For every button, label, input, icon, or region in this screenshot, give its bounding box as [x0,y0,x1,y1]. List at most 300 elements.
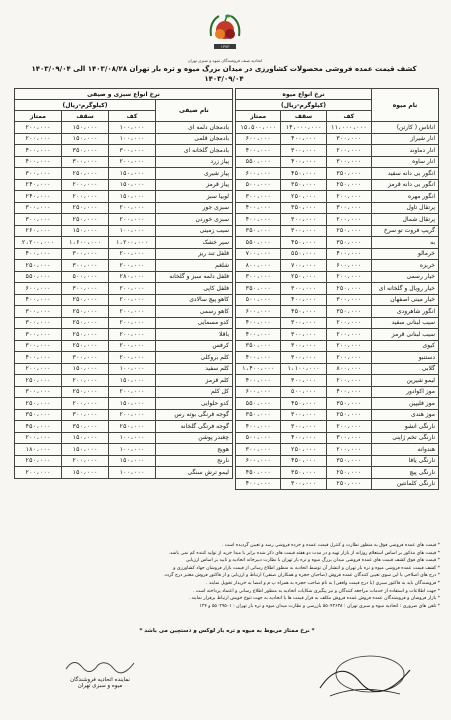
min-price: ۲۰۰،۰۰۰ [326,271,371,283]
item-name: بادمجان گلخانه ای [156,145,233,157]
fruit-row [236,409,439,421]
item-name: فلفل کاپی [156,283,233,295]
min-price: ۱۰۰،۰۰۰ [109,225,156,237]
min-price: ۳۵۰،۰۰۰ [326,306,371,318]
min-price: ۱۰۰،۰۰۰ [109,444,156,456]
best-price: ۶۰۰،۰۰۰ [236,168,281,180]
logo-caption: اتحادیه صنف فروشندگان میوه و سبزی تهران [187,58,263,63]
veg-row [15,467,233,479]
fruit-row [236,363,439,375]
item-name: کاهو پیچ سالادی [156,294,233,306]
veg-row [15,363,233,375]
min-price: ۲۰۰،۰۰۰ [326,214,371,226]
fruit-row [236,145,439,157]
item-name: خیار رسمی [372,271,439,283]
veg-row [15,271,233,283]
min-price: ۳۵۰،۰۰۰ [326,168,371,180]
fruit-row [236,317,439,329]
best-price: ۵۰۰،۰۰۰ [236,294,281,306]
veg-row [15,145,233,157]
max-price: ۳۰۰،۰۰۰ [62,352,109,364]
min-price: ۱۵۰،۰۰۰ [109,455,156,467]
best-price: ۱۵،۵۰۰،۰۰۰ [236,122,281,134]
max-price: ۲۵۰،۰۰۰ [62,214,109,226]
veg-row [15,156,233,168]
best-price: ۲۵۰،۰۰۰ [15,398,62,410]
veg-min-header: کف [109,111,156,122]
item-name: کلم سفید [156,363,233,375]
item-name: نارنج [156,455,233,467]
max-price: ۲۰۰،۰۰۰ [62,179,109,191]
max-price: ۳۰۰،۰۰۰ [281,421,326,433]
item-name: سبزی خوردن [156,214,233,226]
max-price: ۲۵۰،۰۰۰ [62,329,109,341]
item-name: پیاز قرمز [156,179,233,191]
max-price: ۳۵۰،۰۰۰ [281,467,326,479]
min-price: ۲۰۰،۰۰۰ [326,375,371,387]
best-price: ۶۰۰،۰۰۰ [15,283,62,295]
max-price: ۳۰۰،۰۰۰ [281,214,326,226]
item-name: سیب زمینی [156,225,233,237]
max-price: ۵۰۰،۰۰۰ [281,386,326,398]
veg-row [15,421,233,433]
document-title: کشف قیمت عمده فروشی محصولات کشاورزی در میدان بزرگ میوه و تره بار تهران ۱۴۰۳/۰۸/۲۸ الی ۱۴۰۳/۰۹/۰۴ [31,65,417,73]
min-price: ۲۰۰،۰۰۰ [109,317,156,329]
veg-row [15,306,233,318]
max-price: ۳۰۰،۰۰۰ [281,145,326,157]
fruit-row [236,398,439,410]
fruit-row [236,122,439,134]
item-name: کرفس [156,340,233,352]
fruit-row [236,421,439,433]
best-price: ۳۰۰،۰۰۰ [15,329,62,341]
best-price: ۷۰۰،۰۰۰ [236,248,281,260]
best-price: ۳۵۰،۰۰۰ [236,225,281,237]
veg-best-header: ممتاز [15,111,62,122]
best-price: ۳۰۰،۰۰۰ [236,271,281,283]
min-price: ۱۰۰،۰۰۰ [109,467,156,479]
item-name: شلغم [156,260,233,272]
best-price: ۲۵۰،۰۰۰ [15,375,62,387]
item-name: گوجه فرنگی بوته رس [156,409,233,421]
min-price: ۲۰۰،۰۰۰ [109,409,156,421]
max-price: ۵۵۰،۰۰۰ [281,248,326,260]
fruit-row [236,225,439,237]
min-price: ۸۰۰،۰۰۰ [326,363,371,375]
note-line: * فروشندگان باید به فاکتور سبزی (با درج قیمت واقعی) به نام صاحب حجره به همراه پ م و امضا به خریدار تحویل نمایند . [206,580,440,586]
min-price: ۱۵۰،۰۰۰ [109,191,156,203]
veg-row [15,317,233,329]
veg-row [15,225,233,237]
fruit-row [236,432,439,444]
max-price: ۲۵۰،۰۰۰ [281,271,326,283]
min-price: ۳۵۰،۰۰۰ [326,237,371,249]
best-price: ۸۰۰،۰۰۰ [236,260,281,272]
item-name: کل کلم [156,386,233,398]
best-price: ۵۵۰،۰۰۰ [236,156,281,168]
best-price: ۲۰۰،۰۰۰ [15,363,62,375]
max-price: ۳۰۰،۰۰۰ [62,409,109,421]
item-name: پرتقال شمال [372,214,439,226]
max-price: ۱۵۰،۰۰۰ [62,467,109,479]
best-price: ۴۰۰،۰۰۰ [236,202,281,214]
item-name: انگور مهره [372,191,439,203]
item-name: پیاز زرد [156,156,233,168]
max-price: ۳۰۰،۰۰۰ [281,375,326,387]
best-price: ۲۰۰،۰۰۰ [15,133,62,145]
item-name: فلفل دلمه سبز و گلخانه [156,271,233,283]
min-price: ۲۰۰،۰۰۰ [326,317,371,329]
item-name: گوجه فرنگی گلخانه [156,421,233,433]
best-price: ۳۰۰،۰۰۰ [15,214,62,226]
item-name: سیب لبنانی سفید [372,317,439,329]
notes-section [14,542,440,610]
best-price: ۲۰۰،۰۰۰ [15,467,62,479]
min-price: ۲۵۰،۰۰۰ [326,283,371,295]
item-name: گریپ فروت تو سرخ [372,225,439,237]
item-name: انار دماوند [372,145,439,157]
official-stamp [300,648,430,708]
veg-row [15,237,233,249]
item-name: نارنگی تخم ژاپنی [372,432,439,444]
min-price: ۲۰۰،۰۰۰ [109,386,156,398]
max-price: ۳۰۰،۰۰۰ [62,248,109,260]
min-price: ۲۰۰،۰۰۰ [109,156,156,168]
max-price: ۳۰۰،۰۰۰ [281,340,326,352]
max-price: ۳۰۰،۰۰۰ [62,156,109,168]
min-price: ۳۰۰،۰۰۰ [326,133,371,145]
min-price: ۳۰۰،۰۰۰ [326,294,371,306]
fruit-row [236,214,439,226]
max-price: ۱۵۰،۰۰۰ [62,122,109,134]
item-name: به [372,237,439,249]
max-price: ۱۵۰،۰۰۰ [62,133,109,145]
note-line: * قیمت های مذکور بر اساس استعلام روزانه از بازار تهیه و در مدت دو هفته قیمت های ذکر شده برابر با مبدا خرید از تولید کننده کم نمی باشد. [168,550,440,556]
union-logo [205,10,245,58]
min-price: ۳۵۰،۰۰۰ [326,455,371,467]
best-price: ۴۰۰،۰۰۰ [236,214,281,226]
item-name: موز اکوادور [372,386,439,398]
min-price: ۳۰۰،۰۰۰ [326,202,371,214]
veg-row [15,398,233,410]
item-name: کلم قرمز [156,375,233,387]
fruit-row [236,306,439,318]
min-price: ۲۰۰،۰۰۰ [109,283,156,295]
premium-note: * نرخ ممتاز مربوط به میوه و تره بار لوکس و دستچین می باشد * [139,628,315,634]
fruit-row [236,271,439,283]
max-price: ۳۰۰،۰۰۰ [62,283,109,295]
item-name: کیوی [372,340,439,352]
item-name: خیار رویال و گلخانه ای [372,283,439,295]
best-price: ۶۰۰،۰۰۰ [236,386,281,398]
max-price: ۷۰۰،۰۰۰ [281,260,326,272]
max-price: ۲۰۰،۰۰۰ [62,398,109,410]
best-price: ۵۰۰،۰۰۰ [236,432,281,444]
best-price: ۴۰۰،۰۰۰ [236,329,281,341]
fruit-row [236,455,439,467]
max-price: ۳۰۰،۰۰۰ [281,317,326,329]
fruit-best-header: ممتاز [236,111,281,122]
veg-row [15,432,233,444]
item-name: فلفل تند ریز [156,248,233,260]
best-price: ۴۰۰،۰۰۰ [15,156,62,168]
best-price: ۵۵۰،۰۰۰ [236,237,281,249]
min-price: ۳۰۰،۰۰۰ [326,432,371,444]
item-name: بادمجان دلمه ای [156,122,233,134]
fruit-row [236,352,439,364]
item-name: سبزی جور [156,202,233,214]
min-price: ۱۰۰،۰۰۰ [109,363,156,375]
best-price: ۲۰۰،۰۰۰ [15,122,62,134]
max-price: ۴۰۰،۰۰۰ [281,432,326,444]
veg-row [15,294,233,306]
max-price: ۱۵۰،۰۰۰ [62,363,109,375]
max-price: ۱،۱۰۰،۰۰۰ [281,363,326,375]
max-price: ۲۵۰،۰۰۰ [62,306,109,318]
max-price: ۳۵۰،۰۰۰ [281,202,326,214]
best-price: ۳۰۰،۰۰۰ [15,340,62,352]
best-price: ۴۰۰،۰۰۰ [15,248,62,260]
veg-row [15,168,233,180]
veg-row [15,329,233,341]
best-price: ۵۵۰،۰۰۰ [15,271,62,283]
item-name: انگور شاهرودی [372,306,439,318]
min-price: ۲۰۰،۰۰۰ [109,214,156,226]
veg-name-header: نام صیفی [156,100,233,122]
best-price: ۳۰۰،۰۰۰ [15,306,62,318]
veg-row [15,260,233,272]
veg-row [15,179,233,191]
veg-row [15,122,233,134]
best-price: ۳۰۰،۰۰۰ [15,168,62,180]
min-price: ۲۰۰،۰۰۰ [326,421,371,433]
min-price: ۲۵۰،۰۰۰ [326,225,371,237]
fruit-name-header: نام میوه [372,89,439,122]
vegetable-price-table [14,88,233,479]
fruit-row [236,260,439,272]
min-price: ۲۰۰،۰۰۰ [326,145,371,157]
best-price: ۲۴۰،۰۰۰ [15,179,62,191]
best-price: ۳۰۰،۰۰۰ [15,317,62,329]
item-name: نارنگی پیچ [372,467,439,479]
best-price: ۳۵۰،۰۰۰ [236,340,281,352]
min-price: ۱،۲۰۰،۰۰۰ [109,237,156,249]
fruit-row [236,478,439,490]
fruit-row [236,467,439,479]
min-price: ۶۰۰،۰۰۰ [326,260,371,272]
item-name: خیار مینی اصفهان [372,294,439,306]
item-name: کدو مسمایی [156,317,233,329]
best-price: ۴۵۰،۰۰۰ [15,421,62,433]
min-price: ۴۰۰،۰۰۰ [326,386,371,398]
min-price: ۲۰۰،۰۰۰ [109,294,156,306]
best-price: ۶۰۰،۰۰۰ [236,455,281,467]
max-price: ۴۰۰،۰۰۰ [281,133,326,145]
fruit-table-body [236,122,439,490]
best-price: ۲،۲۰۰،۰۰۰ [15,237,62,249]
fruit-row [236,375,439,387]
fruit-row [236,237,439,249]
signature-line2: میوه و سبزی تهران [77,683,123,689]
max-price: ۴۰۰،۰۰۰ [281,156,326,168]
min-price: ۲۵۰،۰۰۰ [326,179,371,191]
best-price: ۳۵۰،۰۰۰ [236,409,281,421]
max-price: ۲۵۰،۰۰۰ [62,294,109,306]
best-price: ۴۰۰،۰۰۰ [236,375,281,387]
note-line: * درج های اصلاحی با این سوی تعیین کنندگان عمده فروش (صاحبان حجره و همکاران صنفی) ارتباط و ارزیابی و از فاکتور فروش معتبر درج گردد. [163,573,440,579]
fruit-unit-title: (کیلوگرم-ریال) [236,100,372,111]
max-price: ۳۵۰،۰۰۰ [62,421,109,433]
max-price: ۲۵۰،۰۰۰ [281,191,326,203]
veg-row [15,248,233,260]
best-price: ۴۰۰،۰۰۰ [15,352,62,364]
veg-row [15,455,233,467]
fruit-row [236,202,439,214]
min-price: ۱۵۰،۰۰۰ [109,179,156,191]
best-price: ۴۵۰،۰۰۰ [236,467,281,479]
min-price: ۱۰۰،۰۰۰ [109,133,156,145]
min-price: ۲۰۰،۰۰۰ [326,329,371,341]
max-price: ۴۵۰،۰۰۰ [281,398,326,410]
best-price: ۳۰۰،۰۰۰ [236,444,281,456]
max-price: ۴۵۰،۰۰۰ [281,237,326,249]
veg-row [15,283,233,295]
best-price: ۱،۴۰۰،۰۰۰ [236,363,281,375]
item-name: چغندر پوشن [156,432,233,444]
max-price: ۱۴،۰۰۰،۰۰۰ [281,122,326,134]
min-price: ۱۰۰،۰۰۰ [109,432,156,444]
max-price: ۴۵۰،۰۰۰ [281,455,326,467]
handwritten-signature-icon [60,655,140,677]
veg-row [15,386,233,398]
veg-row [15,444,233,456]
min-price: ۳۰۰،۰۰۰ [109,145,156,157]
fruit-row [236,340,439,352]
max-price: ۲۵۰،۰۰۰ [62,317,109,329]
max-price: ۳۰۰،۰۰۰ [281,409,326,421]
min-price: ۲۰۰،۰۰۰ [109,352,156,364]
best-price: ۴۰۰،۰۰۰ [15,294,62,306]
best-price: ۱۸۰،۰۰۰ [15,444,62,456]
best-price: ۴۰۰،۰۰۰ [236,478,281,490]
min-price: ۴۰۰،۰۰۰ [326,248,371,260]
max-price: ۲۰۰،۰۰۰ [62,375,109,387]
item-name: کلم بروکلی [156,352,233,364]
best-price: ۴۰۰،۰۰۰ [236,352,281,364]
fruit-row [236,386,439,398]
item-name: نارنگی کلمانتین [372,478,439,490]
veg-row [15,202,233,214]
fruit-max-header: سقف [281,111,326,122]
min-price: ۲۰۰،۰۰۰ [326,444,371,456]
fruit-row [236,168,439,180]
best-price: ۵۰۰،۰۰۰ [236,179,281,191]
max-price: ۲۵۰،۰۰۰ [62,340,109,352]
item-name: کاهو رسمی [156,306,233,318]
min-price: ۳۵۰،۰۰۰ [326,398,371,410]
max-price: ۱،۶۰۰،۰۰۰ [62,237,109,249]
item-name: نارنگی انشو [372,421,439,433]
item-name: دستنبو [372,352,439,364]
signature-line1: نماینده اتحادیه فروشندگان [70,677,130,683]
item-name: گلابی [372,363,439,375]
union-representative-signature [40,655,160,689]
item-name: کدو حلوایی [156,398,233,410]
max-price: ۳۰۰،۰۰۰ [62,260,109,272]
item-name: پرتقال تاول [372,202,439,214]
item-name: لیمو شیرین [372,375,439,387]
veg-max-header: سقف [62,111,109,122]
best-price: ۳۵۰،۰۰۰ [15,409,62,421]
max-price: ۳۰۰،۰۰۰ [281,352,326,364]
fruit-row [236,294,439,306]
best-price: ۶۰۰،۰۰۰ [236,133,281,145]
min-price: ۲۵۰،۰۰۰ [326,467,371,479]
fruit-row [236,156,439,168]
best-price: ۳۰۰،۰۰۰ [15,202,62,214]
max-price: ۴۵۰،۰۰۰ [281,168,326,180]
max-price: ۵۰۰،۰۰۰ [62,271,109,283]
veg-table-body [15,122,233,479]
item-name: سیر خشک [156,237,233,249]
max-price: ۱۵۰،۰۰۰ [62,432,109,444]
note-line: * جهت اطلاعات و استفاده از خدمات مراجعه کنندگان و نیز پیگیری شکایات اتحادیه به منظور اطلاع رسانی و اعتماد پرداخته است . [192,588,440,594]
note-line: * قیمت های فوق کشف قیمت های عمده فروشی میدان بزرگ میوه و تره بار تهران با نظارت دبیرخانه اتحادیه و تایید بر اساس ارزیابی [185,558,440,564]
item-name: نارنگی یافا [372,455,439,467]
item-name: باقلا [156,329,233,341]
item-name: انگور بی دانه سفید [372,168,439,180]
max-price: ۲۵۰،۰۰۰ [62,386,109,398]
max-price: ۱۵۰،۰۰۰ [62,225,109,237]
note-line: * قیمت های عمده فروشی فوق به منظور نظارت و کنترل قیمت عمده و خرده فروشی رسد و تعیین گردیده است . [221,543,440,548]
item-name: انار شیراز [372,133,439,145]
max-price: ۲۰۰،۰۰۰ [62,191,109,203]
best-price: ۵۵۰،۰۰۰ [236,398,281,410]
fruit-row [236,133,439,145]
min-price: ۱۵۰،۰۰۰ [109,398,156,410]
item-name: بادمجان قلمی [156,133,233,145]
min-price: ۱۰۰،۰۰۰ [109,122,156,134]
item-name: انگور بی دانه قرمز [372,179,439,191]
max-price: ۲۵۰،۰۰۰ [62,202,109,214]
fruit-row [236,444,439,456]
best-price: ۲۴۰،۰۰۰ [15,191,62,203]
min-price: ۱۵۰،۰۰۰ [109,375,156,387]
item-name: پیاز شیری [156,168,233,180]
fruit-row [236,283,439,295]
min-price: ۲۰۰،۰۰۰ [326,352,371,364]
item-name: اناناس ( کارتن) [372,122,439,134]
item-name: خرمالو [372,248,439,260]
max-price: ۳۰۰،۰۰۰ [281,225,326,237]
min-price: ۳۰۰،۰۰۰ [326,156,371,168]
min-price: ۲۰۰،۰۰۰ [109,202,156,214]
min-price: ۲۵۰،۰۰۰ [326,478,371,490]
max-price: ۱۵۰،۰۰۰ [62,444,109,456]
best-price: ۶۰۰،۰۰۰ [236,306,281,318]
min-price: ۱۱،۰۰۰،۰۰۰ [326,122,371,134]
min-price: ۲۰۰،۰۰۰ [109,340,156,352]
best-price: ۲۵۰،۰۰۰ [15,455,62,467]
item-name: انار ساوه [372,156,439,168]
max-price: ۲۵۰،۰۰۰ [62,168,109,180]
item-name: خربزه [372,260,439,272]
min-price: ۲۰۰،۰۰۰ [109,306,156,318]
veg-row [15,352,233,364]
item-name: موز فلیپین [372,398,439,410]
min-price: ۲۰۰،۰۰۰ [326,340,371,352]
note-line: * کشف قیمت عمده فروشی میوه و تره بار تهران و انتشار آن توسط اتحادیه به منظور اطلاع رسانی از قیمت بازار فروشان جهاد کشاورزی و [173,565,440,571]
